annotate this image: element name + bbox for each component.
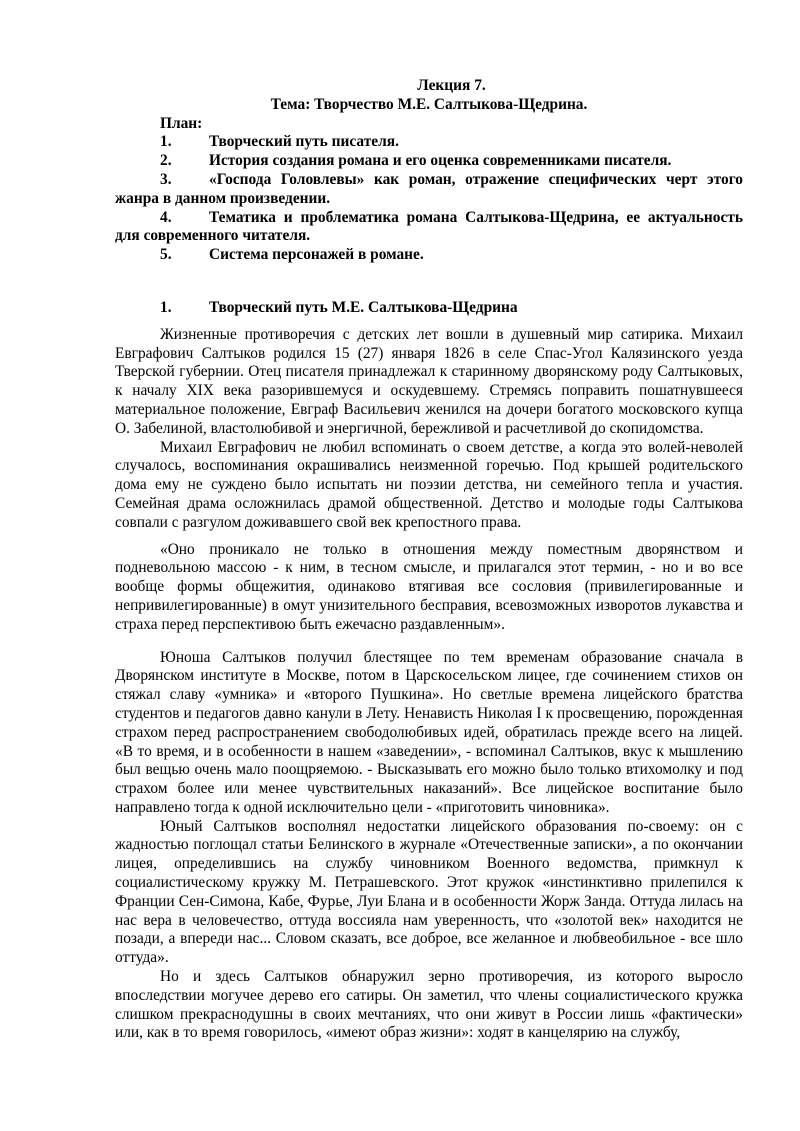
section-heading-text: Творческий путь М.Е. Салтыкова-Щедрина [209, 298, 518, 316]
section-number: 1. [160, 298, 172, 316]
body-paragraph-4: Юный Салтыков восполнял недостатки лицейского образования по-своему: он с жадностью поглощал статьи Белинского в журнале «Отечественные записки», а по окончании лицея, определившись на службу чиновником Военного ведомства, примкнул к социалистическому кружку М. Петрашевского. Этот кружок «инстинктивно прилепился к Франции Сен-Симона, Кабе, Фурье, Луи Блана и в особенности Жорж Занда. Оттуда лилась на нас вера в человечество, оттуда воссияла нам уверенность, что «золотой век» находится не позади, а впереди нас... Словом сказать, все доброе, все желанное и любвеобильное - все шло оттуда». [115, 817, 743, 967]
plan-item-text: История создания романа и его оценка современниками писателя. [209, 152, 672, 170]
plan-item-1 [115, 133, 743, 152]
plan-item-5 [115, 246, 743, 265]
document-content [115, 77, 743, 1043]
plan-item-number: 2. [160, 152, 172, 170]
plan-item-number: 1. [160, 133, 172, 151]
plan-label: План: [160, 114, 203, 132]
plan-item-text: Тематика и проблематика романа Салтыкова-Щедрина, ее актуальность для современного читателя. [115, 208, 743, 245]
plan-item-text: «Господа Головлевы» как роман, отражение специфических черт этого жанра в данном произведении. [115, 170, 743, 207]
section-heading-1 [115, 299, 743, 318]
plan-item-4 [115, 209, 743, 247]
quote-paragraph: «Оно проникало не только в отношения между поместным дворянством и подневольною массою - к ним, в тесном смысле, и прилагался этот термин, - но и во все вообще формы общежития, одинаково втягивая все сословия (привилегированные и непривилегированные) в омут унизительного бесправия, всевозможных изворотов лукавства и страха перед перспективою быть ежечасно раздавленным». [115, 540, 743, 633]
lecture-title: Лекция 7. [417, 77, 486, 94]
plan-item-text: Творческий путь писателя. [209, 133, 399, 151]
body-paragraph-5: Но и здесь Салтыков обнаружил зерно противоречия, из которого выросло впоследствии могучее дерево его сатиры. Он заметил, что члены социалистического кружка слишком прекраснодушны в своих мечтаниях, что они живут в России лишь «фактически» или, как в то время говорилось, «имеют образ жизни»: ходят в канцелярию на службу, [115, 968, 743, 1042]
plan-item-text: Система персонажей в романе. [209, 246, 424, 264]
plan-item-3 [115, 171, 743, 209]
body-paragraph-1: Жизненные противоречия с детских лет вошли в душевный мир сатирика. Михаил Евграфович Салтыков родился 15 (27) января 1826 в селе Спас-Угол Калязинского уезда Тверской губернии. Отец писателя принадлежал к старинному дворянскому роду Салтыковых, к началу XIX века разорившемуся и оскудевшему. Стремясь поправить пошатнувшееся материальное положение, Евграф Васильевич женился на дочери богатого московского купца О. Забелиной, властолюбивой и энергичной, бережливой и расчетливой до скопидомства. [115, 325, 743, 437]
plan-item-number: 5. [160, 246, 172, 264]
topic-title: Тема: Творчество М.Е. Салтыкова-Щедрина. [270, 95, 588, 113]
plan-item-number: 3. [160, 170, 172, 188]
plan-item-number: 4. [160, 208, 172, 226]
plan-item-2 [115, 152, 743, 171]
body-paragraph-3: Юноша Салтыков получил блестящее по тем временам образование сначала в Дворянском институте в Москве, потом в Царскосельском лицее, где сочинением стихов он стяжал славу «умника» и «второго Пушкина». Но светлые времена лицейского братства студентов и педагогов давно канули в Лету. Ненависть Николая I к просвещению, порожденная страхом перед распространением свободолюбивых идей, обратилась прежде всего на лицей. «В то время, и в особенности в нашем «заведении», - вспоминал Салтыков, вкус к мышлению был вещью очень мало поощряемою. - Высказывать его можно было только втихомолку и под страхом более или менее чувствительных наказаний». Все лицейское воспитание было направлено тогда к одной исключительно цели - «приготовить чиновника». [115, 648, 743, 816]
body-paragraph-2: Михаил Евграфович не любил вспоминать о своем детстве, а когда это волей-неволей случалось, воспоминания окрашивались неизменной горечью. Под крышей родительского дома ему не суждено было испытать ни поэзии детства, ни семейного тепла и участия. Семейная драма осложнилась драмой общественной. Детство и молодые годы Салтыкова совпали с разгулом доживавшего свой век крепостного права. [115, 438, 743, 531]
section-spacer [115, 265, 743, 299]
